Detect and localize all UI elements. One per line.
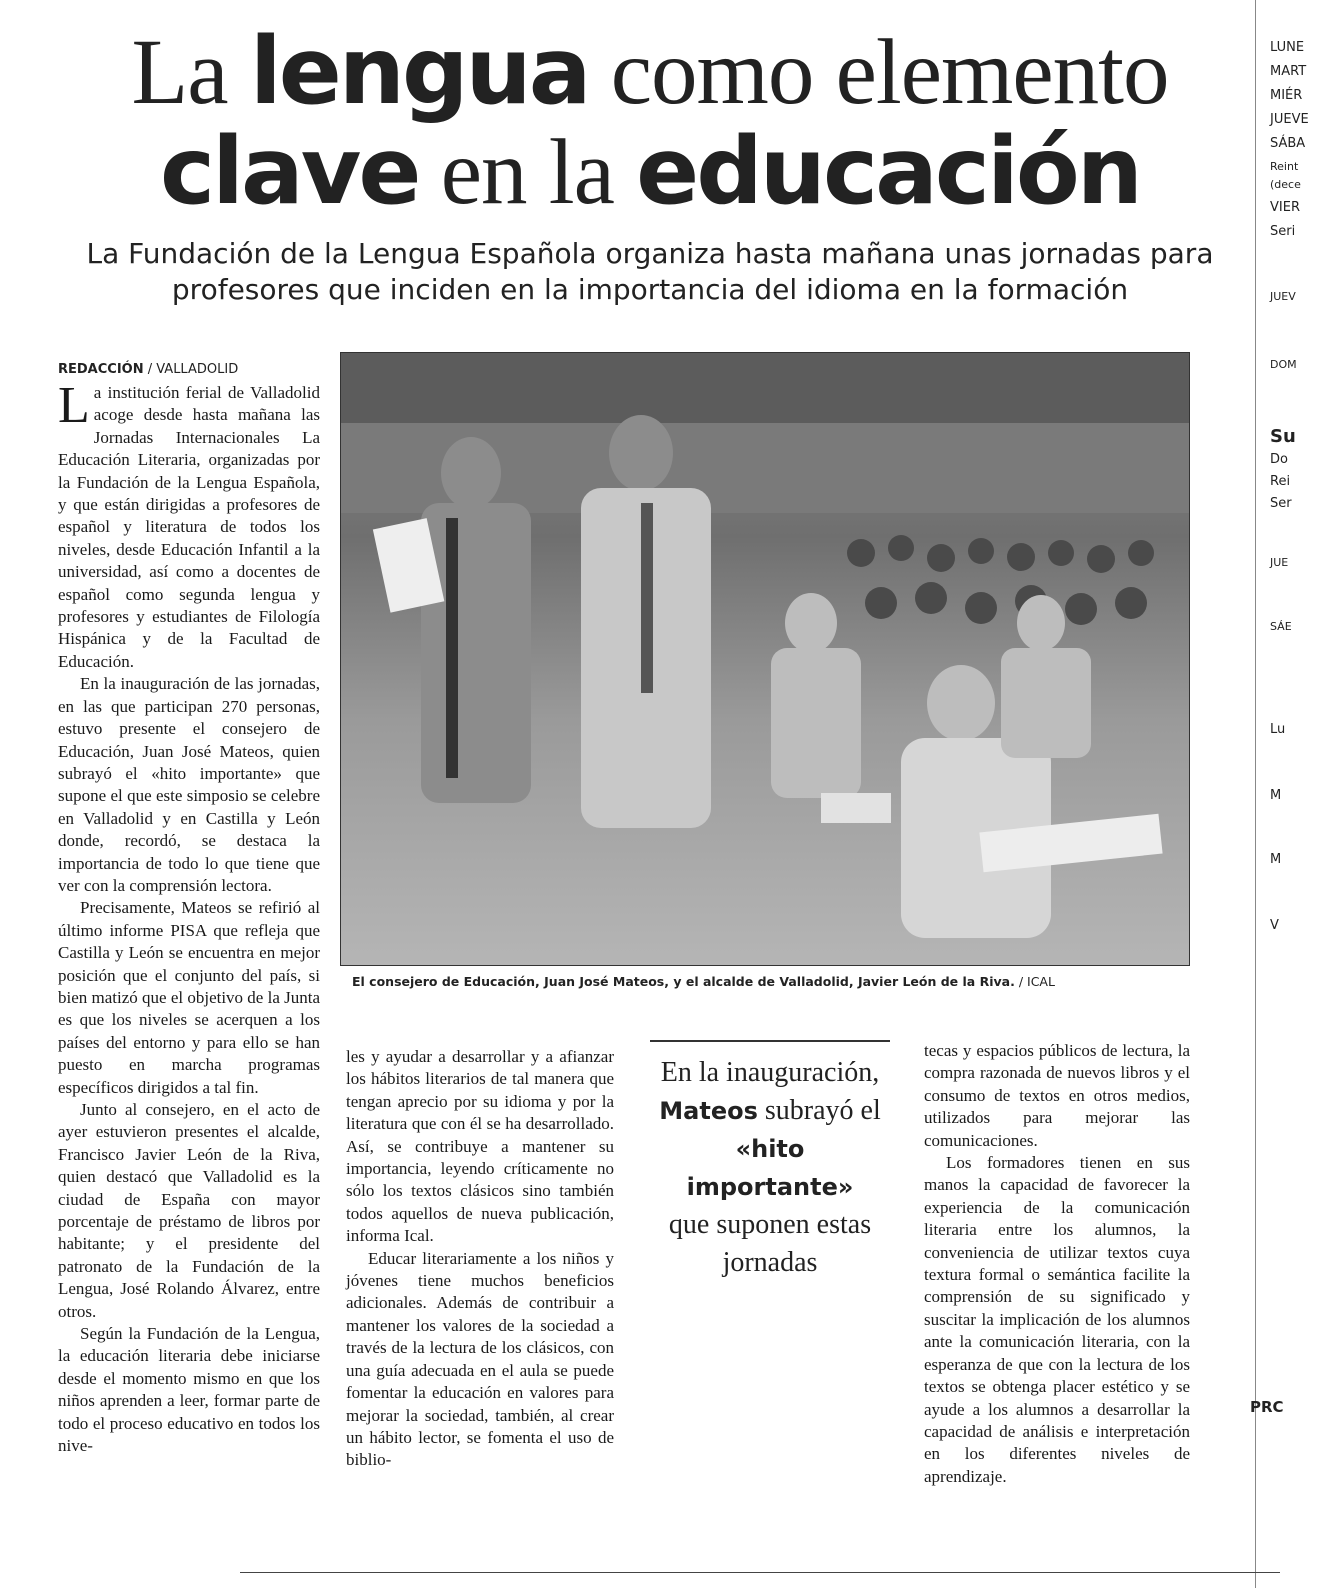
article-paragraph: les y ayudar a desarrollar y a afianzar los hábitos literarios de tal manera que tengan aprecio por su idioma y por la literatura que con él se ha desarrollado. Así, se contribuye a mantener su importancia, leyendo críticamente no sólo los textos clásicos sino también todos aquellos de nueva publicación, informa Ical. — [346, 1047, 614, 1246]
byline — [58, 362, 238, 377]
headline-bold-word: educación — [636, 117, 1140, 225]
article-paragraph: Según la Fundación de la Lengua, la educación literaria debe iniciarse desde el momento mismo en que los niños aprenden a leer, formar parte de todo el proceso educativo en todos los nive- — [58, 1324, 320, 1456]
article-column-2 — [346, 1046, 614, 1472]
subheadline: La Fundación de la Lengua Española organiza hasta mañana unas jornadas para profesores que inciden en la importancia del idioma en la formación — [86, 237, 1214, 306]
paragraph-text: a institución ferial de Valladolid acoge desde hasta mañana las Jornadas Internacionales La Educación Literaria, organizadas por la Fundación de la Lengua Española, y que están dirigidas a profesores de español y literatura de todos los niveles, desde Educación Infantil a la universidad, así como a docentes de español como segunda lengua y profesores y estudiantes de Filología Hispánica y de la Facultad de Educación. — [58, 383, 320, 671]
article-paragraph: Precisamente, Mateos se refirió al último informe PISA que refleja que Castilla y León se encuentra en mejor posición que el conjunto del país, si bien matizó que el objetivo de la Junta es que los niveles se acerquen a los países del entorno y para ello se han puesto en marcha programas específicos dirigidos a tal fin. — [58, 898, 321, 1097]
sidebar-fragment: Ser — [1270, 496, 1292, 511]
pull-quote — [650, 1040, 890, 1282]
sidebar-fragment: DOM — [1270, 358, 1297, 371]
pull-quote-bold: «hito importante» — [686, 1135, 854, 1201]
sidebar-fragment: Reint — [1270, 160, 1299, 173]
sidebar-fragment: Do — [1270, 452, 1288, 467]
sidebar-fragment: PRC — [1250, 1398, 1284, 1416]
pull-quote-text: En la inauguración, — [660, 1057, 880, 1088]
sidebar-fragment: Seri — [1270, 224, 1296, 239]
sidebar-fragment: SÁE — [1270, 620, 1292, 633]
headline — [60, 17, 1240, 225]
sidebar-fragment: Su — [1270, 426, 1296, 447]
sidebar-fragment: MART — [1270, 64, 1307, 79]
caption-credit: / ICAL — [1014, 974, 1055, 989]
photo-illustration — [341, 353, 1189, 965]
sidebar-fragment: VIER — [1270, 200, 1300, 215]
headline-word: como elemento — [610, 21, 1169, 124]
sidebar-fragment: SÁBA — [1270, 136, 1306, 151]
sidebar-fragment: Rei — [1270, 474, 1291, 489]
sidebar-fragment: V — [1270, 918, 1279, 933]
adjacent-column-fragment — [1250, 0, 1321, 1588]
photo-caption — [352, 974, 1055, 989]
caption-text: El consejero de Educación, Juan José Mateos, y el alcalde de Valladolid, Javier León de la Riva. — [352, 974, 1015, 989]
sidebar-fragment: Lu — [1270, 722, 1286, 737]
sidebar-fragment: JUEVE — [1270, 112, 1309, 127]
headline-bold-word: lengua — [249, 17, 589, 125]
pull-quote-bold: Mateos — [659, 1097, 758, 1125]
page-bottom-rule — [240, 1572, 1280, 1573]
sidebar-fragment: (dece — [1270, 178, 1301, 191]
sidebar-fragment: MIÉR — [1270, 88, 1303, 103]
drop-cap: L — [58, 377, 90, 434]
news-photo — [340, 352, 1190, 966]
headline-word: La — [131, 21, 228, 124]
pull-quote-text: que suponen estas jornadas — [668, 1209, 872, 1278]
sidebar-fragment: M — [1270, 852, 1282, 867]
sidebar-fragment: M — [1270, 788, 1282, 803]
sidebar-fragment: JUE — [1270, 556, 1289, 569]
article-paragraph: Los formadores tienen en sus manos la capacidad de favorecer la experiencia de la comunicación literaria entre los alumnos, la conveniencia de utilizar textos cuya textura formal o semántica facilite la comprensión de su significado y suscitar la implicación de los alumnos ante la comunicación literaria, con la esperanza de que con la lectura de los textos se obtenga placer estético y se ayude a los alumnos a desarrollar la capacidad de análisis e interpretación en los diferentes niveles de aprendizaje. — [924, 1153, 1190, 1486]
article-paragraph: En la inauguración de las jornadas, en las que participan 270 personas, estuvo presente el consejero de Educación, Juan José Mateos, quien subrayó el «hito importante» que supone el que este simposio se celebre en Valladolid y en Castilla y León donde, recordó, se destaca la importancia de todo lo que tiene que ver con la comprensión lectora. — [58, 674, 320, 895]
article-paragraph: Junto al consejero, en el acto de ayer estuvieron presentes el alcalde, Francisco Javier León de la Riva, quien destacó que Valladolid es la ciudad de España con mayor porcentaje de préstamo de libros por habitante; y el presidente del patronato de la Fundación de la Lengua, José Rolando Álvarez, entre otros. — [58, 1100, 320, 1321]
headline-bold-word: clave — [160, 117, 419, 225]
headline-word: en la — [440, 121, 614, 224]
article-paragraph: Educar literariamente a los niños y jóvenes tiene muchos beneficios adicionales. Además de contribuir a mantener los valores de la sociedad a través de la lectura de los clásicos, con una guía adecuada en el aula se puede fomentar la educación en valores para mejorar la sociedad, también, al crear un hábito lector, se fomenta el uso de biblio- — [346, 1248, 614, 1470]
byline-author: REDACCIÓN — [58, 362, 144, 377]
article-paragraph — [58, 377, 320, 673]
article-column-1 — [58, 377, 321, 1458]
pull-quote-text: subrayó el — [757, 1095, 881, 1126]
sidebar-fragment: LUNE — [1270, 40, 1305, 55]
article-column-3 — [924, 1040, 1190, 1488]
byline-place: / VALLADOLID — [143, 362, 239, 377]
sidebar-fragment: JUEV — [1270, 290, 1296, 303]
article-paragraph: tecas y espacios públicos de lectura, la compra razonada de nuevos libros y el consumo de textos en otros medios, utilizados para mejorar las comunicaciones. — [924, 1041, 1190, 1150]
